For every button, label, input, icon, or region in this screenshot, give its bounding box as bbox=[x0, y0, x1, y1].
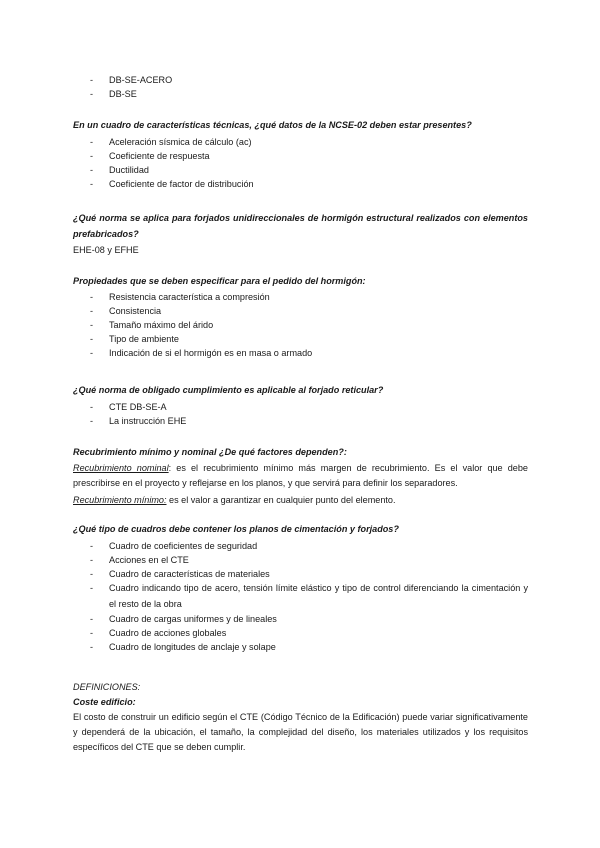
list-item: - Indicación de si el hormigón es en masa o armado bbox=[90, 348, 313, 358]
definition-title: Coste edificio: bbox=[73, 697, 136, 707]
list-item: - Ductilidad bbox=[90, 165, 149, 175]
list-top bbox=[73, 73, 528, 101]
list-item: - Consistencia bbox=[90, 306, 162, 316]
list-item: - Coeficiente de respuesta bbox=[90, 151, 210, 161]
question-1: En un cuadro de características técnicas, ¿qué datos de la NCSE-02 deben estar presentes? bbox=[73, 120, 472, 130]
list-item: - DB-SE-ACERO bbox=[90, 75, 173, 85]
list-item: - DB-SE bbox=[90, 89, 137, 99]
list-item: - Cuadro de cargas uniformes y de lineales bbox=[90, 614, 277, 624]
list-item: - Cuadro de longitudes de anclaje y solape bbox=[90, 642, 276, 652]
paragraph-recubrimiento-nominal: Recubrimiento nominal: es el recubrimiento mínimo más margen de recubrimiento. Es el valor que debe prescribirse en el proyecto y reflejarse en los planos, y que servirá para definir los separadores. bbox=[73, 463, 528, 488]
list-item: - La instrucción EHE bbox=[90, 416, 187, 426]
list-item: - Cuadro de coeficientes de seguridad bbox=[90, 541, 258, 551]
definition-text: El costo de construir un edificio según el CTE (Código Técnico de la Edificación) puede variar significativamente y dependerá de la ubicación, el tamaño, la complejidad del diseño, los materiales utilizados y los requisitos específicos del CTE que se deben cumplir. bbox=[73, 712, 528, 752]
list-item: - Aceleración sísmica de cálculo (ac) bbox=[90, 137, 252, 147]
list-q6 bbox=[73, 539, 528, 654]
question-3: Propiedades que se deben especificar para el pedido del hormigón: bbox=[73, 276, 366, 286]
answer-2: EHE-08 y EFHE bbox=[73, 245, 139, 255]
list-item: - Acciones en el CTE bbox=[90, 555, 189, 565]
paragraph-recubrimiento-minimo: Recubrimiento mínimo: es el valor a garantizar en cualquier punto del elemento. bbox=[73, 495, 396, 505]
list-item: - Tamaño máximo del árido bbox=[90, 320, 214, 330]
question-6: ¿Qué tipo de cuadros debe contener los planos de cimentación y forjados? bbox=[73, 524, 399, 534]
list-q4 bbox=[73, 400, 528, 428]
question-5: Recubrimiento mínimo y nominal ¿De qué factores dependen?: bbox=[73, 447, 347, 457]
definitions-heading: DEFINICIONES: bbox=[73, 682, 141, 692]
list-q1 bbox=[73, 135, 528, 191]
term-recubrimiento-minimo: Recubrimiento mínimo: bbox=[73, 495, 167, 505]
question-4: ¿Qué norma de obligado cumplimiento es aplicable al forjado reticular? bbox=[73, 385, 384, 395]
list-item: - Tipo de ambiente bbox=[90, 334, 179, 344]
list-item: - Cuadro de acciones globales bbox=[90, 628, 227, 638]
list-q3 bbox=[73, 290, 528, 360]
question-2: ¿Qué norma se aplica para forjados unidireccionales de hormigón estructural realizados con elementos prefabricados? bbox=[73, 213, 528, 239]
list-item: - Cuadro de características de materiales bbox=[90, 569, 270, 579]
list-item: - Cuadro indicando tipo de acero, tensión límite elástico y tipo de control diferenciando la cimentación y el resto de la obra bbox=[90, 583, 528, 609]
term-recubrimiento-nominal: Recubrimiento nominal bbox=[73, 463, 169, 473]
list-item: - CTE DB-SE-A bbox=[90, 402, 167, 412]
list-item: - Coeficiente de factor de distribución bbox=[90, 179, 254, 189]
list-item: - Resistencia característica a compresión bbox=[90, 292, 270, 302]
